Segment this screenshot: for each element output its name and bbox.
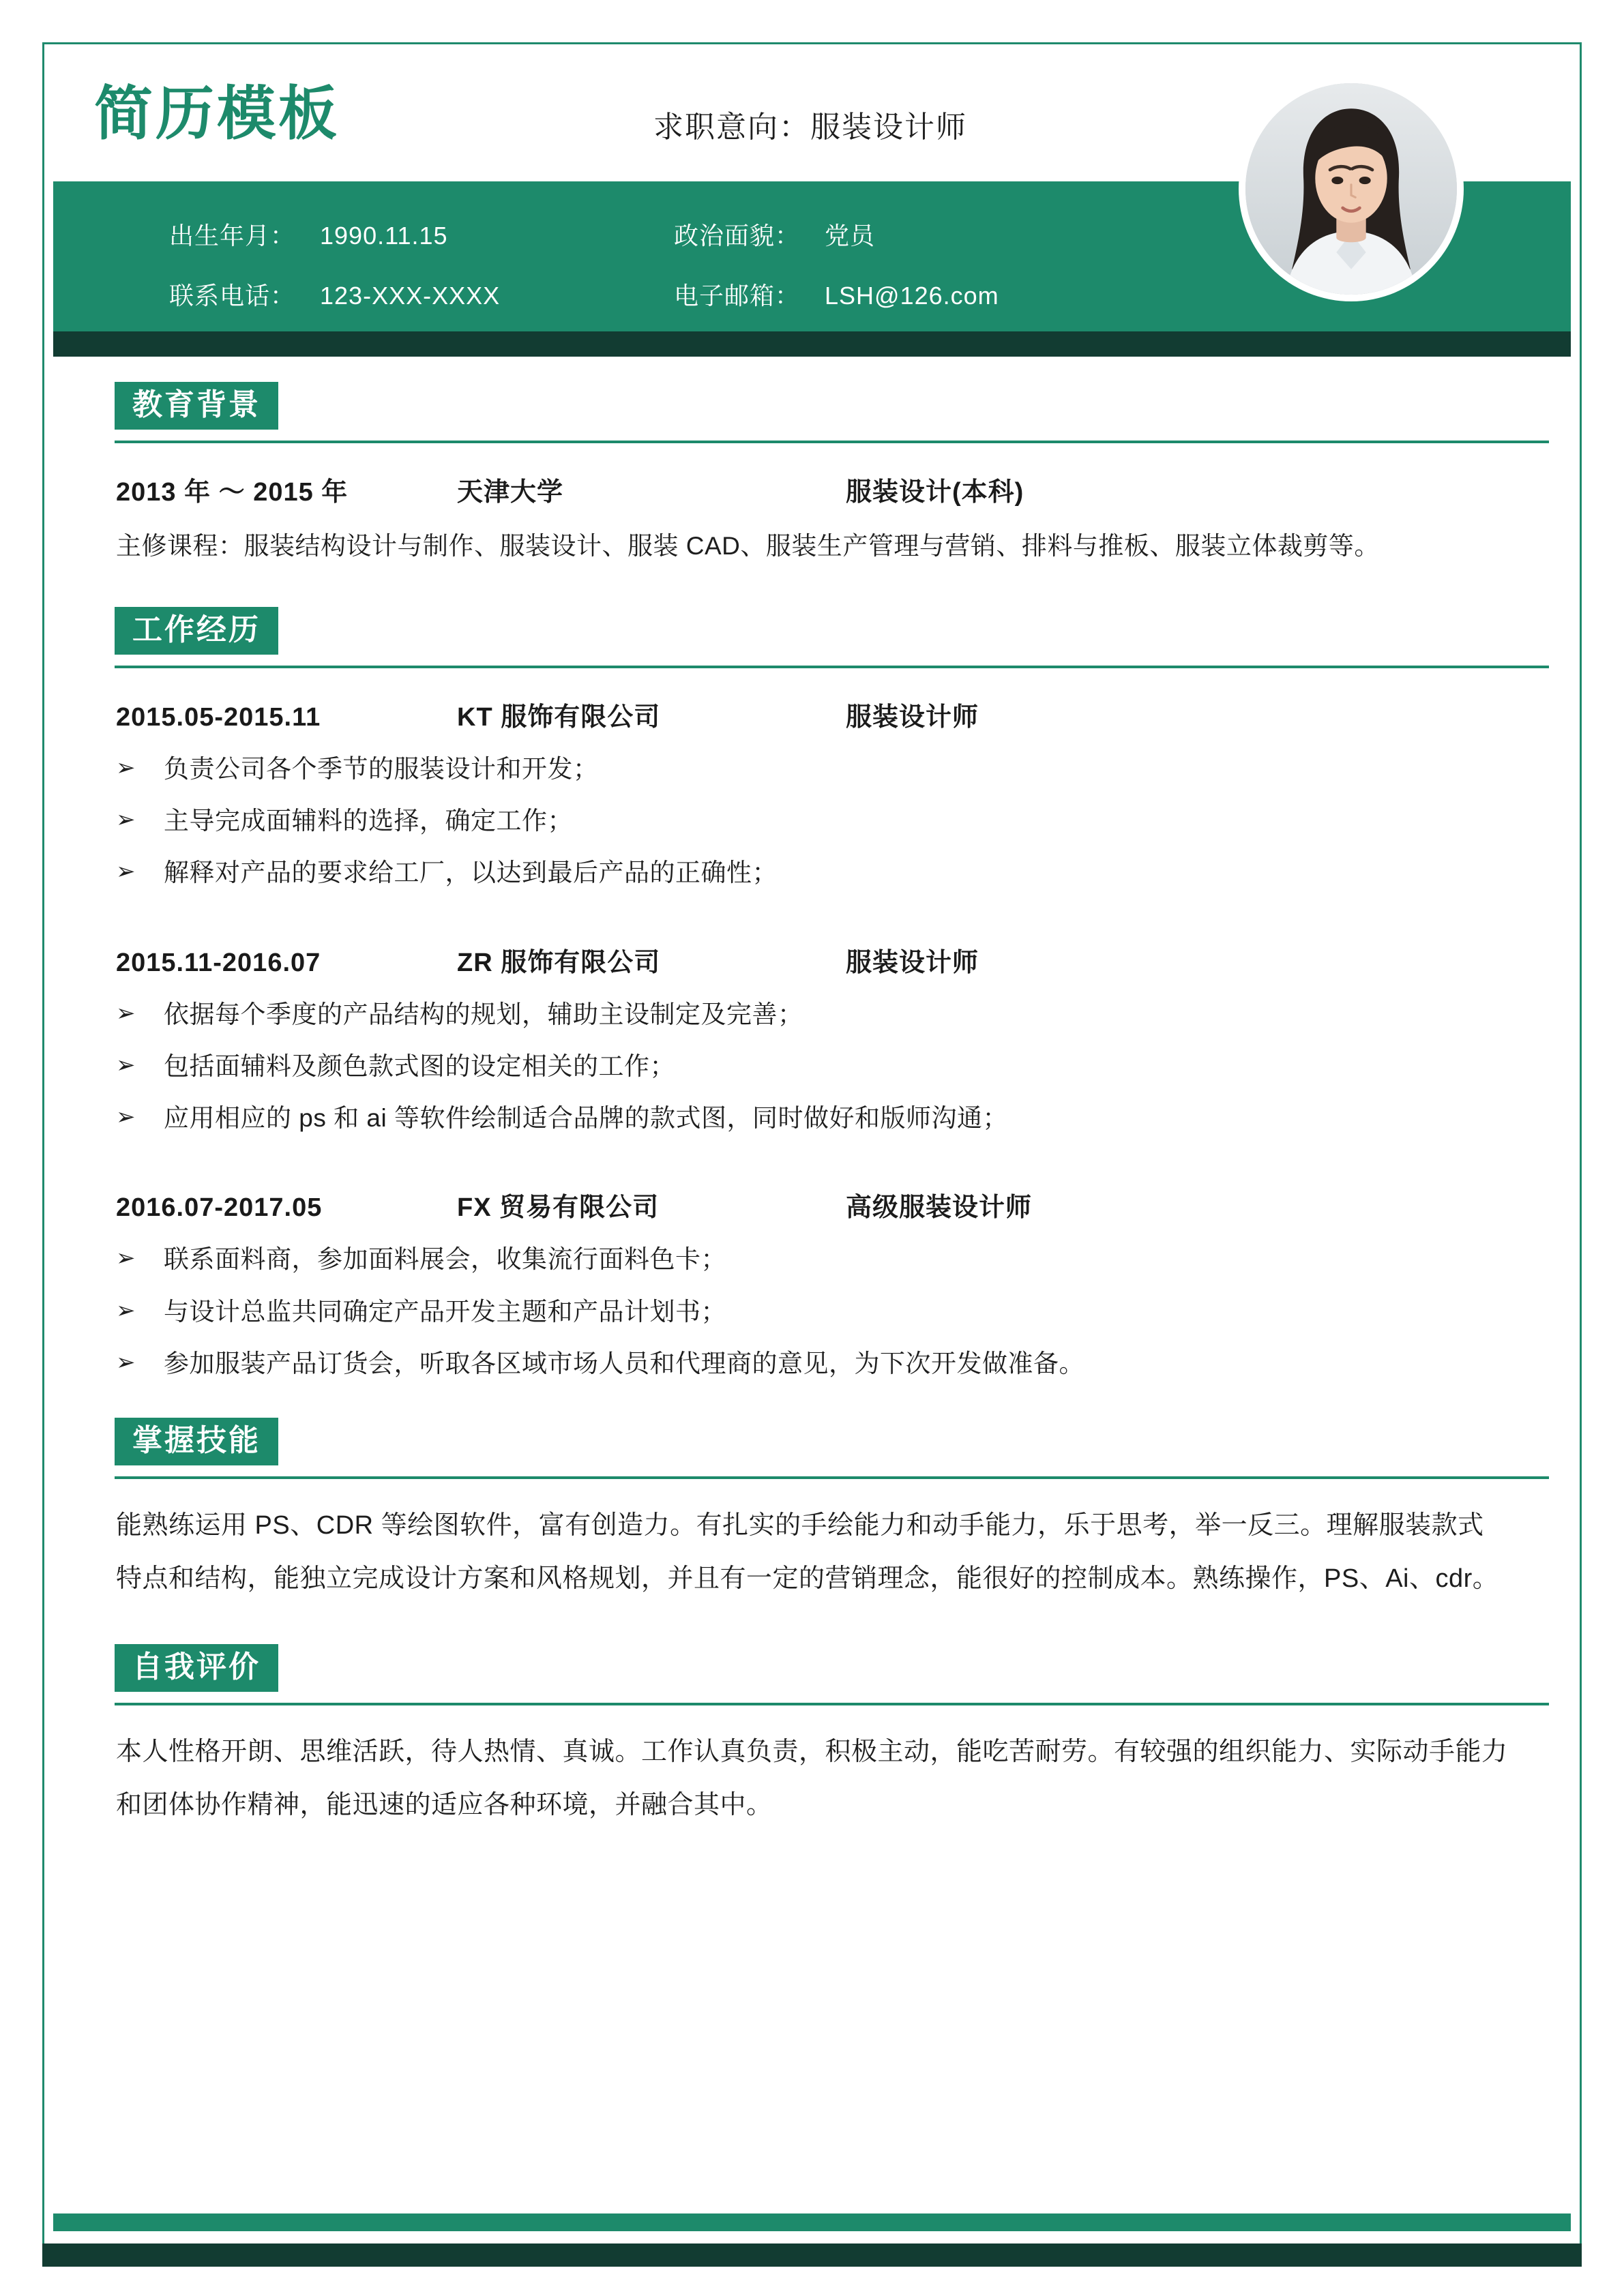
job-bullets: [116, 999, 1508, 1135]
bullet-arrow-icon: ➢: [116, 1052, 136, 1078]
education-school: 天津大学: [457, 478, 564, 507]
job-role: 高级服装设计师: [846, 1193, 1033, 1223]
section-work: [53, 607, 1571, 1380]
job-bullets: [116, 754, 1508, 889]
job-entry: [116, 941, 1508, 1135]
job-period: 2015.05-2015.11: [116, 702, 321, 732]
bullet-text: 包括面辅料及颜色款式图的设定相关的工作；: [164, 1052, 675, 1080]
bullet-text: 与设计总监共同确定产品开发主题和产品计划书；: [164, 1297, 726, 1326]
list-item: [116, 1103, 1508, 1134]
list-item: [116, 1296, 1508, 1328]
job-header: [116, 941, 1508, 979]
list-item: [116, 1051, 1508, 1082]
section-title-education: 教育背景: [115, 382, 278, 430]
skills-text: 能熟练运用 PS、CDR 等绘图软件，富有创造力。有扎实的手绘能力和动手能力，乐于思考，举一反三。理解服装款式特点和结构，能独立完成设计方案和风格规划，并且有一定的营销理念，能很好的控制成本。熟练操作，PS、Ai、cdr。: [116, 1511, 1499, 1593]
section-title-work: 工作经历: [115, 607, 278, 655]
section-body-education: [53, 471, 1571, 569]
section-divider: [115, 666, 1549, 668]
job-objective: 求职意向：服装设计师: [653, 110, 967, 144]
section-body-self-evaluation: [53, 1726, 1571, 1832]
bullet-arrow-icon: ➢: [116, 1245, 136, 1272]
info-phone-label: 联系电话：: [169, 282, 296, 310]
bullet-arrow-icon: ➢: [116, 1297, 136, 1324]
info-birth-value: 1990.11.15: [320, 222, 448, 250]
bullet-arrow-icon: ➢: [116, 1000, 136, 1026]
bullet-text: 联系面料商，参加面料展会，收集流行面料色卡；: [164, 1245, 726, 1274]
job-header: [116, 696, 1508, 733]
spacer: [116, 1134, 1508, 1159]
education-courses: 主修课程：服装结构设计与制作、服装设计、服装 CAD、服装生产管理与营销、排料与推板、服装立体裁剪等。: [116, 532, 1380, 560]
job-entry: [116, 696, 1508, 889]
header-dark-bar: [53, 331, 1571, 357]
list-item: [116, 1348, 1508, 1380]
info-phone-value: 123-XXX-XXXX: [320, 282, 501, 310]
job-company: FX 贸易有限公司: [457, 1193, 660, 1223]
info-birth-label: 出生年月：: [169, 222, 296, 250]
list-item: [116, 999, 1508, 1030]
job-period: 2016.07-2017.05: [116, 1193, 323, 1223]
footer-dark-bar: [42, 2243, 1582, 2267]
section-header-self-evaluation: [53, 1644, 1571, 1710]
section-header-skills: [53, 1418, 1571, 1483]
bullet-arrow-icon: ➢: [116, 1104, 136, 1130]
section-education: [53, 382, 1571, 569]
section-divider: [115, 1476, 1549, 1479]
section-header-work: [53, 607, 1571, 672]
info-phone: [169, 277, 500, 312]
section-divider: [115, 441, 1549, 443]
section-self-evaluation: [53, 1644, 1571, 1832]
job-company: ZR 服饰有限公司: [457, 948, 661, 977]
bullet-text: 负责公司各个季节的服装设计和开发；: [164, 754, 599, 783]
info-email: [674, 277, 999, 312]
education-period: 2013 年 ～ 2015 年: [116, 478, 349, 507]
resume-header: [53, 53, 1571, 357]
list-item: [116, 1244, 1508, 1275]
education-row: [116, 471, 1508, 508]
bullet-text: 应用相应的 ps 和 ai 等软件绘制适合品牌的款式图，同时做好和版师沟通；: [164, 1104, 1008, 1132]
section-skills: [53, 1418, 1571, 1606]
portrait-photo: [1245, 83, 1457, 295]
bullet-arrow-icon: ➢: [116, 1349, 136, 1375]
job-role: 服装设计师: [846, 702, 979, 732]
resume-body: [53, 382, 1571, 1832]
section-header-education: [53, 382, 1571, 447]
bullet-arrow-icon: ➢: [116, 754, 136, 781]
job-role: 服装设计师: [846, 948, 979, 977]
avatar: [1239, 76, 1464, 301]
job-bullets: [116, 1244, 1508, 1380]
page-title: 简历模板: [94, 81, 340, 147]
list-item: [116, 805, 1508, 837]
info-birth: [169, 217, 448, 252]
footer-accent-bar: [53, 2213, 1571, 2231]
info-email-value: LSH@126.com: [825, 282, 999, 310]
job-company: KT 服饰有限公司: [457, 702, 661, 732]
info-political: [674, 217, 875, 252]
job-period: 2015.11-2016.07: [116, 948, 321, 977]
list-item: [116, 754, 1508, 785]
section-body-work: [53, 696, 1571, 1380]
section-title-skills: 掌握技能: [115, 1418, 278, 1465]
bullet-arrow-icon: ➢: [116, 859, 136, 885]
bullet-text: 解释对产品的要求给工厂，以达到最后产品的正确性；: [164, 859, 778, 887]
section-body-skills: [53, 1500, 1571, 1606]
section-title-self-evaluation: 自我评价: [115, 1644, 278, 1692]
info-political-value: 党员: [825, 222, 876, 250]
job-entry: [116, 1186, 1508, 1380]
spacer: [53, 1380, 1571, 1418]
job-header: [116, 1186, 1508, 1223]
bullet-text: 依据每个季度的产品结构的规划，辅助主设制定及完善；: [164, 1000, 803, 1028]
bullet-text: 主导完成面辅料的选择，确定工作；: [164, 807, 573, 835]
spacer: [53, 569, 1571, 607]
info-email-label: 电子邮箱：: [674, 282, 801, 310]
section-divider: [115, 1703, 1549, 1705]
bullet-text: 参加服装产品订货会，听取各区域市场人员和代理商的意见，为下次开发做准备。: [164, 1349, 1084, 1377]
info-political-label: 政治面貌：: [674, 222, 801, 250]
self-evaluation-text: 本人性格开朗、思维活跃，待人热情、真诚。工作认真负责，积极主动，能吃苦耐劳。有较强的组织能力、实际动手能力和团体协作精神，能迅速的适应各种环境，并融合其中。: [116, 1737, 1508, 1819]
bullet-arrow-icon: ➢: [116, 807, 136, 833]
list-item: [116, 857, 1508, 889]
education-major: 服装设计(本科): [846, 478, 1024, 507]
spacer: [116, 889, 1508, 914]
spacer: [53, 1606, 1571, 1644]
